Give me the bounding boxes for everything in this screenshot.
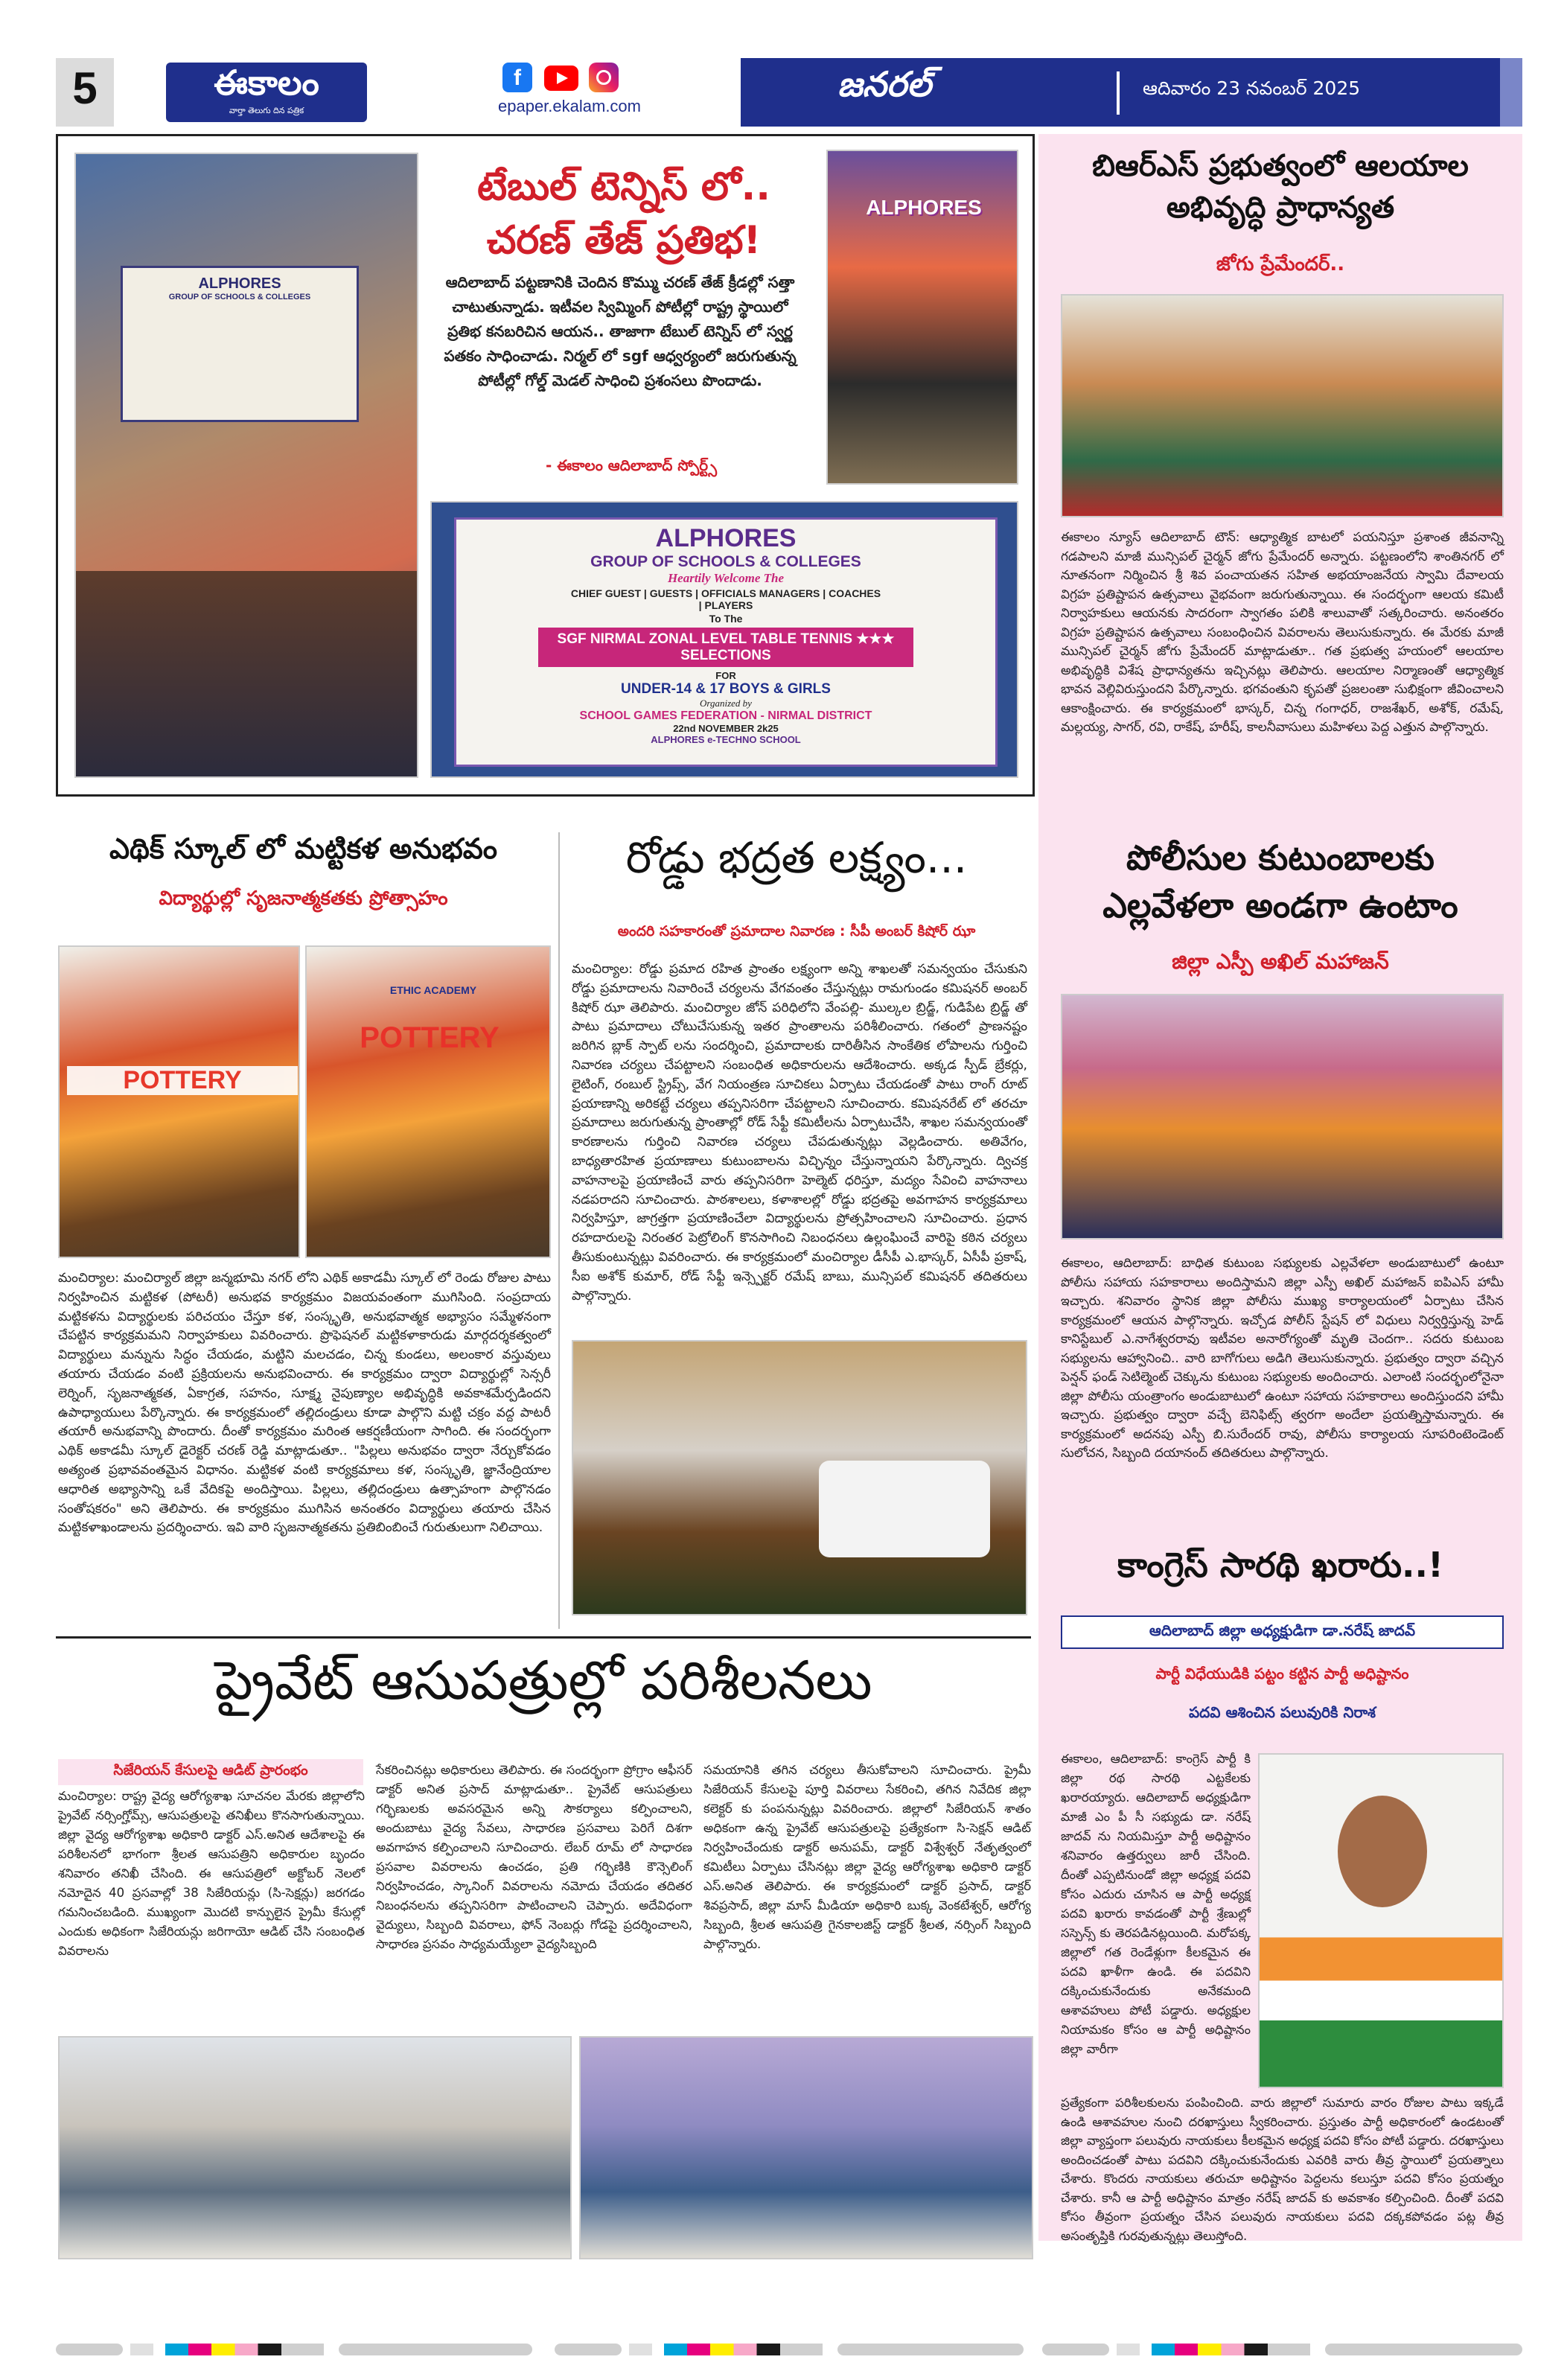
police-body: ఈకాలం, ఆదిలాబాద్: బాధిత కుటుంబ సభ్యులకు ఎల్లవేళలా అండుబాటులో ఉంటూ పోలీసు సహాయ సహకారాలు అందిస్తామని జిల్లా ఎస్పీ అఖిల్ మహాజన్ ఐపిఎస్ హామీ ఇచ్చారు. శనివారం స్థానిక జిల్లా పోలీసు ముఖ్య కార్యాలయంలో ఏర్పాటు చేసిన కార్యక్రమంలో ఆయన పాల్గొన్నారు. ఇచ్చోడ పోలీస్ స్టేషన్ లో విధులు నిర్వర్తిస్తున్న హెడ్ కానిస్టేబుల్ ఎ.నాగేశ్వరరావు ఇటీవల అనారోగ్యంతో మృతి చెందగా.. సదరు కుటుంబ సభ్యులను ఆహ్వానించి.. వారి బాగోగులు అడిగి తెలుసుకున్నారు. ప్రభుత్వం ద్వారా వచ్చిన పెన్షన్ ఫండ్ సెటిల్మెంట్ చెక్కును కుటుంబ సభ్యులకు అందించారు. ఎలాంటి సందర్భంలోనైనా జిల్లా పోలీసు యంత్రాంగం అండుబాటులో ఉంటూ సహాయ సహకారాలు అందిస్తుందని హామీ ఇచ్చారు. ప్రభుత్వం ద్వారా వచ్చే బెనిఫిట్స్ త్వరగా అందేలా ప్రయత్నిస్తామన్నారు. ఈ కార్యక్రమంలో అదనపు ఎస్పీ బి.సురేందర్ రావు, పోలీసు కార్యాలయ సూపరింటెండెంట్ సులోచన, సిబ్బంది దయానంద్ తదితరులు పాల్గొన్నారు. <box>1061 1256 1504 1461</box>
epaper-url[interactable]: epaper.ekalam.com <box>498 97 641 115</box>
brs-headline: బిఆర్ఎస్ ప్రభుత్వంలో ఆలయాల అభివృద్ధి ప్రాధాన్యత <box>1092 149 1469 225</box>
ethic-headline: ఎథిక్ స్కూల్ లో మట్టికళ అనుభవం <box>109 832 498 865</box>
tt-banner-photo <box>430 501 1018 778</box>
hospital-photo-2 <box>579 2036 1033 2259</box>
footer-bar-3 <box>555 2344 622 2355</box>
instagram-icon[interactable] <box>589 63 619 92</box>
footer-bar-1 <box>56 2344 123 2355</box>
facebook-icon[interactable]: f <box>502 63 532 92</box>
banner-subtitle: GROUP OF SCHOOLS & COLLEGES <box>590 553 861 570</box>
leader-face <box>1338 1796 1427 1907</box>
logo <box>166 63 367 122</box>
hospital-headline: ప్రైవేట్ ఆసుపత్రుల్లో పరిశీలనలు <box>214 1649 872 1711</box>
tt-headline-2: చరణ్ తేజ్ ప్రతిభ! <box>486 218 762 263</box>
masthead <box>56 58 1522 127</box>
footer-swatch-3 <box>1117 2344 1310 2355</box>
footer-swatch-2 <box>629 2344 823 2355</box>
tt-body: ఆదిలాబాద్ పట్టణానికి చెందిన కొమ్ము చరణ్ తేజ్ క్రీడల్లో సత్తా చాటుతున్నాడు. ఇటీవల స్విమ్మింగ్ పోటీల్లో రాష్ట్ర స్థాయిలో ప్రతిభ కనబరిచిన ఆయన.. తాజాగా టేబుల్ టెన్నిస్ లో స్వర్ణ పతకం సాధించాడు. నిర్మల్ లో sgf ఆధ్వర్యంలో జరుగుతున్న పోటీల్లో గోల్డ్ మెడల్ సాధించి ప్రశంసలు పొందాడు. <box>444 273 797 389</box>
logo-tagline: వార్తా తెలుగు దిన పత్రిక <box>229 106 304 115</box>
brs-subhead: జోగు ప్రేమేందర్.. <box>1216 253 1345 275</box>
hospital-col-2: సేకరించినట్లు అధికారులు తెలిపారు. ఈ సందర్భంగా ప్రోగ్రాం ఆఫీసర్ డాక్టర్ అనిత ప్రసాద్ మాట్లాడుతూ.. ప్రైవేట్ ఆసుపత్రులు గర్భిణులకు అవసరమైన అన్ని సౌకర్యాలు కల్పించాలని, అందుబాటు వైద్య సేవలు, సాధారణ ప్రసవాలు పెరిగే దిశగా అవగాహన కల్పించాలని సూచించారు. లేబర్ రూమ్ లో సాధారణ ప్రసవాల వివరాలను ఉంచడం, ప్రతి గర్భిణికి కౌన్సెలింగ్ నిర్వహించడం, స్కానింగ్ వివరాలను నమోదు చేయడం తదితర నిబంధనలను తప్పనిసరిగా పాటించాలని చెప్పారు. అదేవిధంగా వైద్యులు, సిబ్బంది వివరాలు, ఫోన్ నెంబర్లు గోడపై ప్రదర్శించాలని, సాధారణ ప్రసవం సాధ్యమయ్యేలా వైద్యసిబ్బంది <box>376 1763 692 1951</box>
hospital-subhead: సిజేరియన్ కేసులపై ఆడిట్ ప్రారంభం <box>58 1759 363 1785</box>
police-photo <box>1061 994 1504 1240</box>
banner-guests: CHIEF GUEST | GUESTS | OFFICIALS MANAGERS | COACHES | PLAYERS <box>570 587 881 611</box>
congress-body-wide: ప్రత్యేకంగా పరిశీలకులను పంపించింది. వారు జిల్లాలో సుమారు వారం రోజుల పాటు ఇక్కడే ఉండి ఆశావహుల నుంచి దరఖాస్తులు స్వీకరించారు. ప్రస్తుతం పార్టీ అధికారంలో ఉండటంతో జిల్లా వ్యాప్తంగా పలువురు నాయకులు కీలకమైన అధ్యక్ష పదవి కోసం పోటీ పడ్డారు. దరఖాస్తులు అందించడంతో పాటు పదవిని దక్కించుకునేందుకు ఎవరికి వారు తీవ్ర స్థాయిలో ప్రయత్నాలు చేశారు. కొందరు నాయకులు తరుచూ అధిష్టానం పెద్దలను కలుస్తూ పదవి కోసం ప్రయత్నం చేశారు. కానీ ఆ పార్టీ అధిష్టానం మాత్రం నరేష్ జాదవ్ కు అవకాశం కల్పించింది. దీంతో పదవి కోసం తీవ్రంగా ప్రయత్నం చేసిన పలువురు నాయకులు పదవి దక్కకపోవడం పట్ల తీవ్ర అసంతృప్తికి గురవుతున్నట్లు తెలుస్తోంది. <box>1061 2096 1504 2243</box>
road-headline: రోడ్డు భద్రత లక్ష్యం... <box>625 832 968 883</box>
tt-credit: - ఈకాలం ఆదిలాబాద్ స్పోర్ట్స్ <box>546 456 717 474</box>
column-rule <box>558 832 560 1629</box>
road-vehicle <box>819 1461 990 1557</box>
stage-banner-subtitle: GROUP OF SCHOOLS & COLLEGES <box>168 293 311 302</box>
footer-bar-2 <box>339 2344 532 2355</box>
banner-event: SGF NIRMAL ZONAL LEVEL TABLE TENNIS ★★★ SELECTIONS <box>538 628 913 667</box>
road-body: మంచిర్యాల: రోడ్డు ప్రమాద రహిత ప్రాంతం లక్ష్యంగా అన్ని శాఖలతో సమన్వయం చేసుకుని రోడ్డు ప్రమాదాలను నివారించే చర్యలను వేగవంతం చేస్తున్నట్లు రామగుండం కమిషనర్ అంబర్ కిషోర్ ఝా తెలిపారు. మంచిర్యాల జోన్ పరిధిలోని వేంపల్లి- ముల్కల బ్రిడ్జ్, గుడిపేట బ్రిడ్జ్ తో పాటు ప్రమాదాలు చోటుచేసుకున్న ఇతర ప్రాంతాలను పరిశీలించారు. గతంలో ప్రాణనష్టం జరిగిన బ్లాక్ స్పాట్ లను సందర్శించి, ప్రమాదాలకు దారితీసిన సాంకేతిక లోపాలను గుర్తించి నివారణ చర్యలు చేపట్టాలని సంబంధిత అధికారులను ఆదేశించారు. అక్కడ స్పీడ్ బ్రేకర్లు, లైటింగ్, రంబుల్ స్ట్రిప్స్, వేగ నియంత్రణ సూచికలు ఏర్పాటు చేయడంతో పాటు రాంగ్ రూట్ ప్రయాణాన్ని అరికట్టే చర్యలు తప్పనిసరిగా చేపట్టాలని సూచించారు. కమిషనరేట్ లో తరచూ ప్రమాదాలు జరుగుతున్న ప్రాంతాల్లో రోడ్ సేఫ్టీ కమిటీలను ఏర్పాటుచేసి, శాఖల సమన్వయంతో కారణాలను గుర్తించి నివారణ చర్యలు చేపడుతున్నట్లు వెల్లడించారు. అతివేగం, బాధ్యతారహిత ప్రయాణాలు కుటుంబాలను విచ్ఛిన్నం చేస్తున్నాయని పేర్కొన్నారు. ద్విచక్ర వాహనాలపై ప్రయాణించే వారు తప్పనిసరిగా హెల్మెట్ ధరిస్తూ, మద్యం సేవించి వాహనాలు నడపరాదని సూచించారు. పాఠశాలలు, కళాశాలల్లో రోడ్డు భద్రతపై అవగాహన కార్యక్రమాలు నిర్వహిస్తూ, జాగ్రత్తగా ప్రయాణించేలా విద్యార్థులను ప్రోత్సహించాలని సూచించారు. ప్రధాన రహదారులపై నిరంతర పెట్రోలింగ్ కొనసాగించి నిబంధనలు ఉల్లంఘించే వారిపై కఠిన చర్యలు తీసుకుంటున్నట్లు వివరించారు. ఈ కార్యక్రమంలో మంచిర్యాల డీసీపీ ఎ.భాస్కర్, ఏసీపీ ప్రకాష్, సీఐ అశోక్ కుమార్, రోడ్ సేఫ్టీ ఇన్స్పెక్టర్ రమేష్ బాబు, మున్సిపల్ కమిషనర్ తదితరులు పాల్గొన్నారు. <box>572 962 1027 1304</box>
banner-for: FOR <box>715 670 736 681</box>
congress-body-narrow: ఈకాలం, ఆదిలాబాద్: కాంగ్రెస్ పార్టీ కి జిల్లా రథ సారథి ఎట్టకేలకు ఖరారయ్యారు. ఆదిలాబాద్ అధ్యక్షుడిగా మాజీ ఎం పీ సీ సభ్యుడు డా. నరేష్ జాదవ్ ను నియమిస్తూ పార్టీ అధిష్టానం శనివారం ఉత్తర్వులు జారీ చేసింది. దీంతో ఎప్పటినుండో జిల్లా అధ్యక్ష పదవి కోసం ఎదురు చూసిన ఆ పార్టీ అధ్యక్ష పదవి ఖరారు కావడంతో పార్టీ శ్రేణుల్లో సస్పెన్స్ కు తెరపడినట్లయింది. మరోపక్క జిల్లాలో గత రెండేళ్లుగా కీలకమైన ఈ పదవి ఖాళీగా ఉండి. ఈ పదవిని దక్కించుకునేందుకు అనేకమంది ఆశావహులు పోటీ పడ్డారు. అధ్యక్షుల నియామకం కోసం ఆ పార్టీ అధిష్టానం జిల్లా వారీగా <box>1061 1752 1251 2056</box>
banner-to-the: To The <box>709 613 743 625</box>
pottery-sign-1: POTTERY <box>67 1066 298 1095</box>
tt-gate-photo <box>826 150 1018 485</box>
brs-body: ఈకాలం న్యూస్ ఆదిలాబాద్ టౌన్: ఆధ్యాత్మిక బాటలో పయనిస్తూ ప్రశాంత జీవనాన్ని గడపాలని మాజీ మున్సిపల్ చైర్మన్ జోగు ప్రేమేందర్ అన్నారు. పట్టణంలోని శాంతినగర్ లో నూతనంగా నిర్మించిన శ్రీ శివ పంచాయతన సహిత అభయాంజనేయ స్వామి దేవాలయ విగ్రహ ప్రతిష్టాపన ఉత్సవాలు వైభవంగా జరుగుతున్నాయి. ఈ సందర్భంగా ఆలయ కమిటీ నిర్వాహకులు ఆయనకు సాదరంగా స్వాగతం పలికి శాలువాతో సత్కరించారు. అనంతరం విగ్రహ ప్రతిష్టాపన ఉత్సవాలు సంబంధించిన వివరాలను తెలుసుకున్నారు. ఈ మేరకు మాజీ మున్సిపల్ చైర్మన్ జోగు ప్రేమేందర్ మాట్లాడుతూ.. గత ప్రభుత్వ హయంలో ఆలయాల అభివృద్ధికి విశేష ప్రాధాన్యతను ఇచ్చినట్లు తెలిపారు. ఆలయాల నిర్మాణంతో ఆధ్యాత్మిక భావన వెల్లివిరుస్తుందని పేర్కొన్నారు. భగవంతుని కృపతో ప్రజలంతా సుభిక్షంగా జీవించాలని ఆకాంక్షించారు. ఈ కార్యక్రమంలో భాస్కర్, చిన్న గంగాధర్, రాజశేఖర్, అశోక్, రమేష్, మల్లయ్య, సాగర్, రవి, రాకేష్, హరీష్, కాలనీవాసులు మహిళలు పెద్ద ఎత్తున పాల్గొన్నారు. <box>1061 530 1504 735</box>
hospital-col-3: సమయానికి తగిన చర్యలు తీసుకోవాలని సూచించారు. ప్రైమీ సిజేరియన్ కేసులపై పూర్తి వివరాలు సేకరించి, తగిన నివేదిక జిల్లా కలెక్టర్ కు పంపనున్నట్లు వివరించారు. జిల్లాలో సిజేరియన్ శాతం అధికంగా ఉన్న ప్రైవేట్ ఆసుపత్రులపై ప్రత్యేకంగా సి-సెక్షన్ ఆడిట్ నిర్వహించేందుకు డాక్టర్ అనుపమ్, డాక్టర్ విశ్వేశ్వర్ నేతృత్వంలో కమిటీలు ఏర్పాటు చేసినట్లు జిల్లా వైద్య ఆరోగ్యశాఖ అధికారి డాక్టర్ ఎస్.అనిత తెలిపారు. ఈ కార్యక్రమంలో డాక్టర్ ప్రసాద్, డాక్టర్ శివప్రసాద్, జిల్లా మాస్ మీడియా అధికారి బుక్క వెంకటేశ్వర్, ఆరోగ్య సిబ్బంది, శ్రీలత ఆసుపత్రి గైనకాలజిస్ట్ డాక్టర్ శ్రీలత, నర్సింగ్ సిబ్బంది పాల్గొన్నారు. <box>703 1763 1031 1951</box>
footer-swatch-1 <box>130 2344 324 2355</box>
students-row <box>76 571 418 778</box>
congress-sub-3: పదవి ఆశించిన పలువురికి నిరాశ <box>1188 1703 1376 1721</box>
ethic-subhead: విద్యార్థుల్లో సృజనాత్మకతకు ప్రోత్సాహం <box>159 887 448 910</box>
ethic-body: మంచిర్యాల: మంచిర్యాల్ జిల్లా జన్మభూమి నగర్ లోని ఎథిక్ అకాడమీ స్కూల్ లో రెండు రోజుల పాటు నిర్వహించిన మట్టికళ (పోటరీ) అనుభవ కార్యక్రమం విజయవంతంగా ముగిసింది. సంప్రదాయ మట్టికళను విద్యార్థులకు పరిచయం చేస్తూ కళ, సంస్కృతి, అనుభవాత్మక అభ్యాసం సమ్మేళనంగా చేపట్టిన కార్యక్రమమని నిర్వాహకులు వివరించారు. ప్రొఫెషనల్ మట్టికళాకారుడు మార్గదర్శకత్వంలో విద్యార్థులు మన్నును సిద్ధం చేయడం, మట్టిని మలచడం, చిన్న కుండలు, అలంకార వస్తువులు తయారు చేయడం వంటి ప్రక్రియలను అనుభవించారు. ఈ కార్యక్రమం ద్వారా విద్యార్థుల్లో సెన్సరీ లెర్నింగ్, సృజనాత్మకత, ఏకాగ్రత, సహనం, సూక్ష్మ నైపుణ్యాల అభివృద్ధికి అవకాశమేర్పడిందని ఉపాధ్యాయులు పేర్కొన్నారు. ఈ కార్యక్రమంలో తల్లిదండ్రులు కూడా పాల్గొని మట్టి చక్రం వద్ద పాటరీ తయారీ అనుభవాన్ని పొందారు. దీంతో కార్యక్రమం మరింత ఆకర్షణీయంగా సాగింది. ఈ సందర్భంగా ఎథిక్ అకాడమీ స్కూల్ డైరెక్టర్ చరణ్ రెడ్డి మాట్లాడుతూ.. "పిల్లలు అనుభవం ద్వారా నేర్చుకోవడం అత్యంత ప్రభావవంతమైన విధానం. మట్టికళ వంటి కార్యక్రమాలు కళ, సంస్కృతి, జ్ఞానేంద్రియాల ఆధారిత అభ్యాసాన్ని ఒకే వేదికపై అందిస్తాయి. పిల్లలు, తల్లిదండ్రులు ఉత్సాహంగా పాల్గొనడం సంతోషకరం" అని తెలిపారు. ఈ కార్యక్రమం ముగిసిన అనంతరం విద్యార్థులు తయారు చేసిన మట్టికళాఖండాలను ప్రదర్శించారు. ఇవి వారి సృజనాత్మకతను ప్రతిబింబించే గురుతులుగా నిలిచాయి. <box>58 1271 551 1536</box>
section-rule <box>56 1636 1031 1639</box>
stage-banner <box>121 266 359 422</box>
header-end-stripe <box>1500 58 1522 127</box>
footer-bar-5 <box>1042 2344 1109 2355</box>
hospital-photo-1 <box>58 2036 572 2259</box>
header-divider <box>1117 71 1120 115</box>
logo-text: ఈకాలం <box>214 63 319 103</box>
banner-title: ALPHORES <box>655 524 797 552</box>
congress-leader-photo <box>1258 1753 1504 2088</box>
ethic-brand: ETHIC ACADEMY <box>389 984 477 996</box>
road-photo <box>572 1340 1027 1615</box>
youtube-icon[interactable] <box>544 66 578 91</box>
tt-headline-1: టేబుల్ టెన్నిస్ లో.. <box>476 165 771 209</box>
banner-welcome: Heartily Welcome The <box>667 571 785 585</box>
brs-photo <box>1061 294 1504 517</box>
congress-headline: కాంగ్రెస్ సారథి ఖరారు..! <box>1117 1545 1443 1585</box>
banner-organized: Organized by <box>700 698 752 709</box>
gate-sign: ALPHORES <box>866 196 982 219</box>
stage-banner-title: ALPHORES <box>198 275 281 292</box>
hospital-col-1: మంచిర్యాల: రాష్ట్ర వైద్య ఆరోగ్యశాఖ సూచనల మేరకు జిల్లాలోని ప్రైవేట్ నర్సింగ్హోమ్స్, ఆసుపత్రులపై తనిఖీలు కొనసాగుతున్నాయి. జిల్లా వైద్య ఆరోగ్యశాఖ అధికారి డాక్టర్ ఎస్.అనిత ఆదేశాలపై ఈ పరిశీలనలో భాగంగా శ్రీలత ఆసుపత్రిని అధికారుల బృందం శనివారం తనిఖీ చేసింది. ఈ ఆసుపత్రిలో అక్టోబర్ నెలలో నమోదైన 40 ప్రసవాల్లో 38 సిజేరియన్లు (సి-సెక్షన్లు) జరగడం గమనించబడింది. ముఖ్యంగా మొదటి కాన్పులైన ప్రైమీ కేసుల్లో ఎందుకు అధికంగా సిజేరియన్లు జరిగాయో ఆడిట్ చేసి సంబంధిత వివరాలను <box>58 1789 365 1958</box>
pottery-sign-2: POTTERY <box>360 1021 500 1054</box>
footer-bar-4 <box>837 2344 1024 2355</box>
page-number: 5 <box>72 63 98 113</box>
footer-bar-6 <box>1325 2344 1522 2355</box>
congress-sub-1: ఆదిలాబాద్ జిల్లా అధ్యక్షుడిగా డా.నరేష్ జాదవ్ <box>1061 1615 1504 1649</box>
banner-venue: ALPHORES e-TECHNO SCHOOL <box>651 734 801 745</box>
issue-date: ఆదివారం 23 నవంబర్ 2025 <box>1143 77 1361 99</box>
road-subhead: అందరి సహకారంతో ప్రమాదాల నివారణ : సీపీ అంబర్ కిషోర్ ఝా <box>617 923 976 939</box>
police-subhead: జిల్లా ఎస్పీ అఖిల్ మహాజన్ <box>1172 949 1389 974</box>
police-headline: పోలీసుల కుటుంబాలకు ఎల్లవేళలా అండగా ఉంటాం <box>1102 838 1458 925</box>
footer-color-bars <box>56 2344 1522 2355</box>
tt-stage-photo <box>74 153 418 778</box>
ethic-photo-1 <box>58 945 300 1258</box>
ethic-photo-2 <box>305 945 551 1258</box>
banner-category: UNDER-14 & 17 BOYS & GIRLS <box>621 681 831 697</box>
congress-sub-2: పార్టీ విధేయుడికి పట్టం కట్టిన పార్టీ అధిష్టానం <box>1155 1665 1409 1682</box>
banner-org: SCHOOL GAMES FEDERATION - NIRMAL DISTRICT <box>579 709 872 722</box>
social-icons <box>502 63 622 95</box>
section-name: జనరల్ <box>837 64 931 104</box>
banner-date: 22nd NOVEMBER 2k25 <box>673 723 779 734</box>
tt-story-box <box>56 134 1035 797</box>
